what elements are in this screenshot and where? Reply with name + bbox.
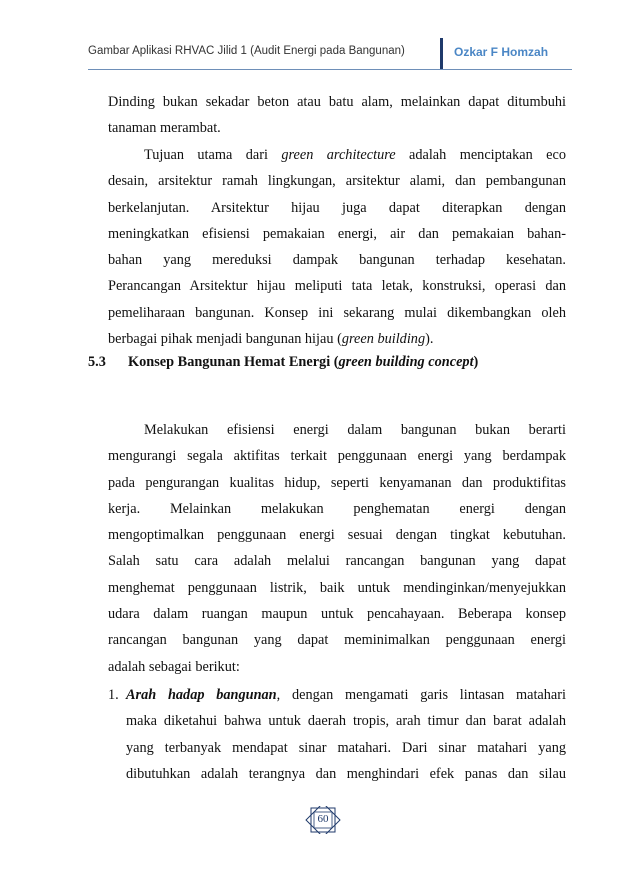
text-line: mengoptimalkan penggunaan energi sesuai dengan tingkat kebutuhan. xyxy=(108,527,566,544)
page-header xyxy=(88,38,572,72)
header-book-title: Gambar Aplikasi RHVAC Jilid 1 (Audit Energi pada Bangunan) xyxy=(88,45,405,57)
section-heading: 5.3 Konsep Bangunan Hemat Energi (green building concept) xyxy=(88,354,479,370)
text-line: tanaman merambat. xyxy=(108,120,221,137)
text-line: desain, arsitektur ramah lingkungan, arsitektur alami, dan pembangunan xyxy=(108,173,566,190)
paragraph-green-architecture xyxy=(108,142,566,352)
text-line: Salah satu cara adalah melalui rancangan bangunan yang dapat xyxy=(108,553,566,570)
list-item-number: 1. xyxy=(108,687,119,703)
text-line: Tujuan utama dari green architecture adalah menciptakan eco xyxy=(144,147,566,163)
text-line: Perancangan Arsitektur hijau meliputi tata letak, konstruksi, operasi dan xyxy=(108,278,566,295)
text-line: yang terbanyak mendapat sinar matahari. Dari sinar matahari yang xyxy=(126,739,566,756)
text-line: maka diketahui bahwa untuk daerah tropis, arah timur dan barat adalah xyxy=(126,713,566,730)
paragraph-intro xyxy=(108,89,566,142)
paragraph-energy-efficiency xyxy=(108,417,566,680)
text-line: rancangan bangunan yang dapat meminimalkan penggunaan energi xyxy=(108,632,566,649)
text-line: meningkatkan efisiensi pemakaian energi, air dan pemakaian bahan- xyxy=(108,225,566,242)
header-author: Ozkar F Homzah xyxy=(454,45,549,59)
text-line: bahan yang mereduksi dampak bangunan terhadap kesehatan. xyxy=(108,252,566,269)
header-separator xyxy=(440,38,443,70)
text-line: berbagai pihak menjadi bangunan hijau (green building). xyxy=(108,331,434,348)
text-line: Arah hadap bangunan, dengan mengamati garis lintasan matahari xyxy=(126,687,566,703)
text-line: kerja. Melainkan melakukan penghematan energi dengan xyxy=(108,500,566,517)
text-line: Melakukan efisiensi energi dalam bangunan bukan berarti xyxy=(144,422,566,438)
text-line: menghemat penggunaan listrik, baik untuk mendinginkan/menyejukkan xyxy=(108,579,566,596)
page-number-text: 60 xyxy=(317,813,329,825)
page-number xyxy=(305,806,341,834)
list-item xyxy=(126,682,566,787)
text-line: berkelanjutan. Arsitektur hijau juga dapat diterapkan dengan xyxy=(108,199,566,216)
text-line: udara dalam ruangan maupun untuk pencahayaan. Beberapa konsep xyxy=(108,606,566,623)
header-rule xyxy=(88,69,572,70)
text-line: dibutuhkan adalah terangnya dan menghindari efek panas dan silau xyxy=(126,765,566,782)
section-number: 5.3 xyxy=(88,354,106,370)
text-line: Dinding bukan sekadar beton atau batu alam, melainkan dapat ditumbuhi xyxy=(108,94,566,110)
text-line: mengurangi segala aktifitas terkait penggunaan energi yang berdampak xyxy=(108,448,566,465)
text-line: pada pengurangan kualitas hidup, seperti kenyamanan dan produktifitas xyxy=(108,474,566,491)
text-line: adalah sebagai berikut: xyxy=(108,658,240,675)
text-line: pemeliharaan bangunan. Konsep ini sekarang mulai dikembangkan oleh xyxy=(108,304,566,321)
